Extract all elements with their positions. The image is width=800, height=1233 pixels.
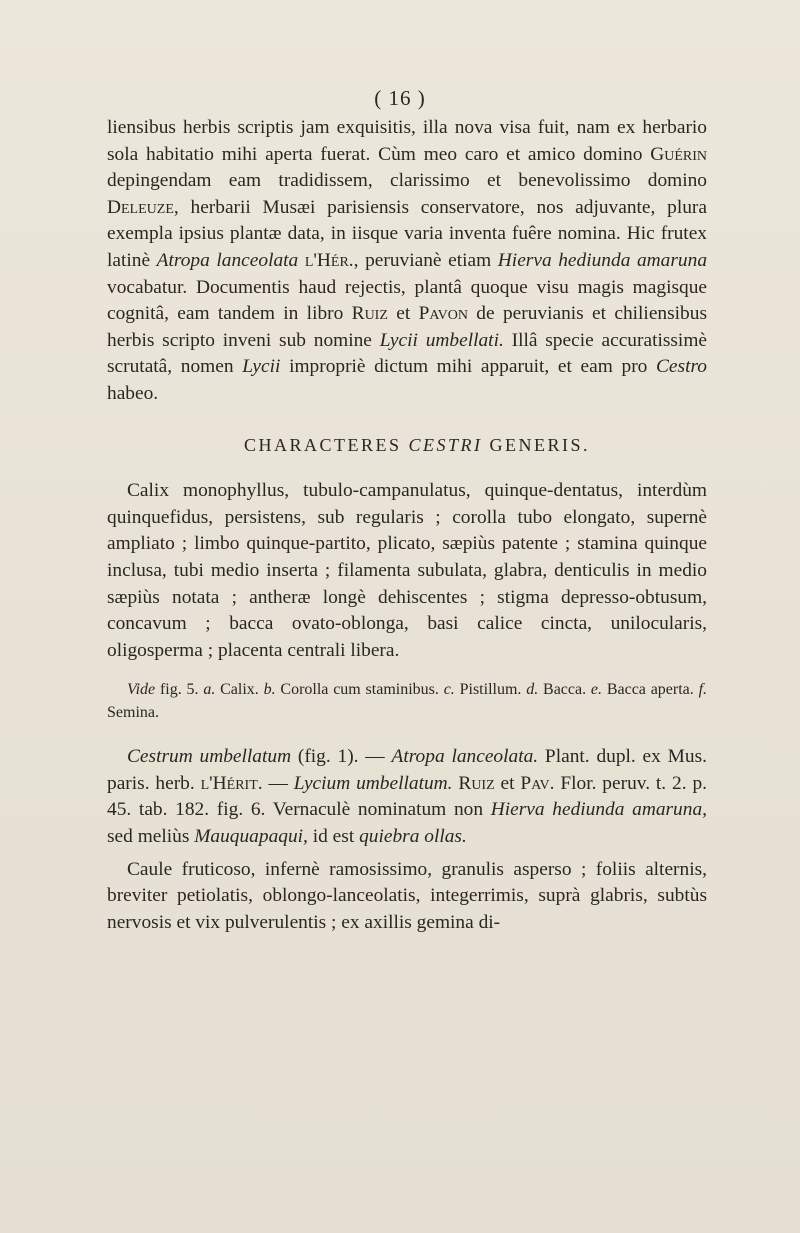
para1-run: vocabatur. Documentis haud rejectis, plantâ quoque visu magis magisque cognitâ, eam tandem in libro xyxy=(107,276,707,325)
para3-run: Atropa lanceolata. xyxy=(391,746,539,768)
para1-run: Lycii umbellati. xyxy=(379,329,504,351)
note-run: Corolla cum staminibus. xyxy=(275,681,444,699)
para3-run: Plant. dupl. ex Mus. paris. herb. xyxy=(107,746,707,794)
para1-run: Guérin xyxy=(650,143,707,165)
para3-run: — xyxy=(262,772,294,794)
para1-run: Illâ specie accuratissimè scrutatâ, nomen xyxy=(107,329,708,378)
para1-run: Ruiz xyxy=(351,303,388,325)
note-run: f. xyxy=(698,681,708,699)
para3-run: Pav. xyxy=(520,772,555,794)
heading-run: CHARACTERES xyxy=(243,434,409,455)
note-run: Bacca. xyxy=(538,681,591,699)
para4-run: Caule fruticoso, infernè ramosissimo, granulis asperso ; foliis alternis, breviter petiolatis, oblongo-lanceolatis, integerrimis, suprà glabris, subtùs nervosis et vix pulverulentis ; ex axillis gemina di- xyxy=(107,858,707,933)
para1-run: Atropa lanceolata xyxy=(156,249,299,271)
para1-run: l'Hér. xyxy=(304,249,354,271)
para3-run: Cestrum umbellatum xyxy=(127,746,292,768)
para1-run: Cestro xyxy=(656,356,707,378)
para3-run: (fig. 1). — xyxy=(291,746,392,768)
paragraph-characters xyxy=(107,478,707,664)
figure-note xyxy=(107,678,707,724)
note-run: a. xyxy=(203,681,216,699)
heading-run: CESTRI xyxy=(408,434,483,455)
note-run: b. xyxy=(263,681,276,699)
para3-run: quiebra ollas. xyxy=(359,826,467,848)
heading-run: GENERIS. xyxy=(482,434,591,455)
para3-run: Ruiz xyxy=(458,772,495,794)
section-heading xyxy=(127,432,707,459)
note-run: Pistillum. xyxy=(454,681,527,699)
note-run: d. xyxy=(526,681,539,699)
page-number: ( 16 ) xyxy=(374,86,426,110)
paragraph-intro xyxy=(107,115,707,408)
para1-run: de peruvianis et chiliensibus herbis scripto inveni sub nomine xyxy=(107,303,707,351)
note-run: fig. 5. xyxy=(155,681,204,699)
para1-run xyxy=(298,250,305,271)
para1-run: , peruvianè etiam xyxy=(353,249,498,271)
para3-run: Hierva hediunda amaruna, xyxy=(490,799,707,821)
para3-run: sed meliùs xyxy=(107,826,195,848)
para1-run: , herbarii Musæi parisiensis conservatore, nos adjuvante, plura exempla ipsius plantæ data, in iisque varia inventa fuêre nomina. Hic frutex latinè xyxy=(107,196,707,271)
note-run: Calix. xyxy=(215,681,264,699)
para1-run: Lycii xyxy=(242,356,281,378)
para1-run: et xyxy=(387,303,419,325)
para3-run: id est xyxy=(307,826,360,848)
para3-run: Mauquapaqui, xyxy=(194,826,308,848)
paragraph-species xyxy=(107,744,707,850)
para3-run: et xyxy=(494,772,521,794)
para1-run: Deleuze xyxy=(107,196,174,218)
para3-run: l'Hérit. xyxy=(200,772,263,794)
para1-run: habeo. xyxy=(107,382,159,404)
para3-run: Lycium umbellatum. xyxy=(293,772,453,794)
para2-run: Calix monophyllus, tubulo-campanulatus, quinque-dentatus, interdùm quinquefidus, persistens, sub regularis ; corolla tubo elongato, supernè ampliato ; limbo quinque-partito, plicato, sæpiùs patente ; stamina quinque inclusa, tubi medio inserta ; filamenta subulata, glabra, denticulis in medio sæpiùs notata ; antheræ longè dehiscentes ; stigma depresso-obtusum, concavum ; bacca ovato-oblonga, basi calice cincta, unilocularis, oligosperma ; placenta centrali libera. xyxy=(107,480,707,661)
para1-run: impropriè dictum mihi apparuit, et eam pro xyxy=(280,356,656,378)
para1-run: Pavon xyxy=(418,303,468,325)
para3-run: Flor. peruv. t. 2. p. 45. tab. 182. fig. 6. Vernaculè nominatum non xyxy=(107,772,707,821)
note-run: Vide xyxy=(127,681,156,699)
note-run: e. xyxy=(590,681,603,699)
note-run: Bacca aperta. xyxy=(602,681,699,699)
para1-run: Hierva hediunda amaruna xyxy=(497,249,708,271)
paragraph-description xyxy=(107,857,707,937)
para1-run: liensibus herbis scriptis jam exquisitis, illa nova visa fuit, nam ex herbario sola habitatio mihi aperta fuerat. Cùm meo caro et amico domino xyxy=(107,117,707,165)
note-run: c. xyxy=(443,681,455,699)
para1-run: depingendam eam tradidissem, clarissimo et benevolissimo domino xyxy=(107,170,707,192)
note-run: Semina. xyxy=(107,704,159,722)
page-text xyxy=(107,115,707,936)
